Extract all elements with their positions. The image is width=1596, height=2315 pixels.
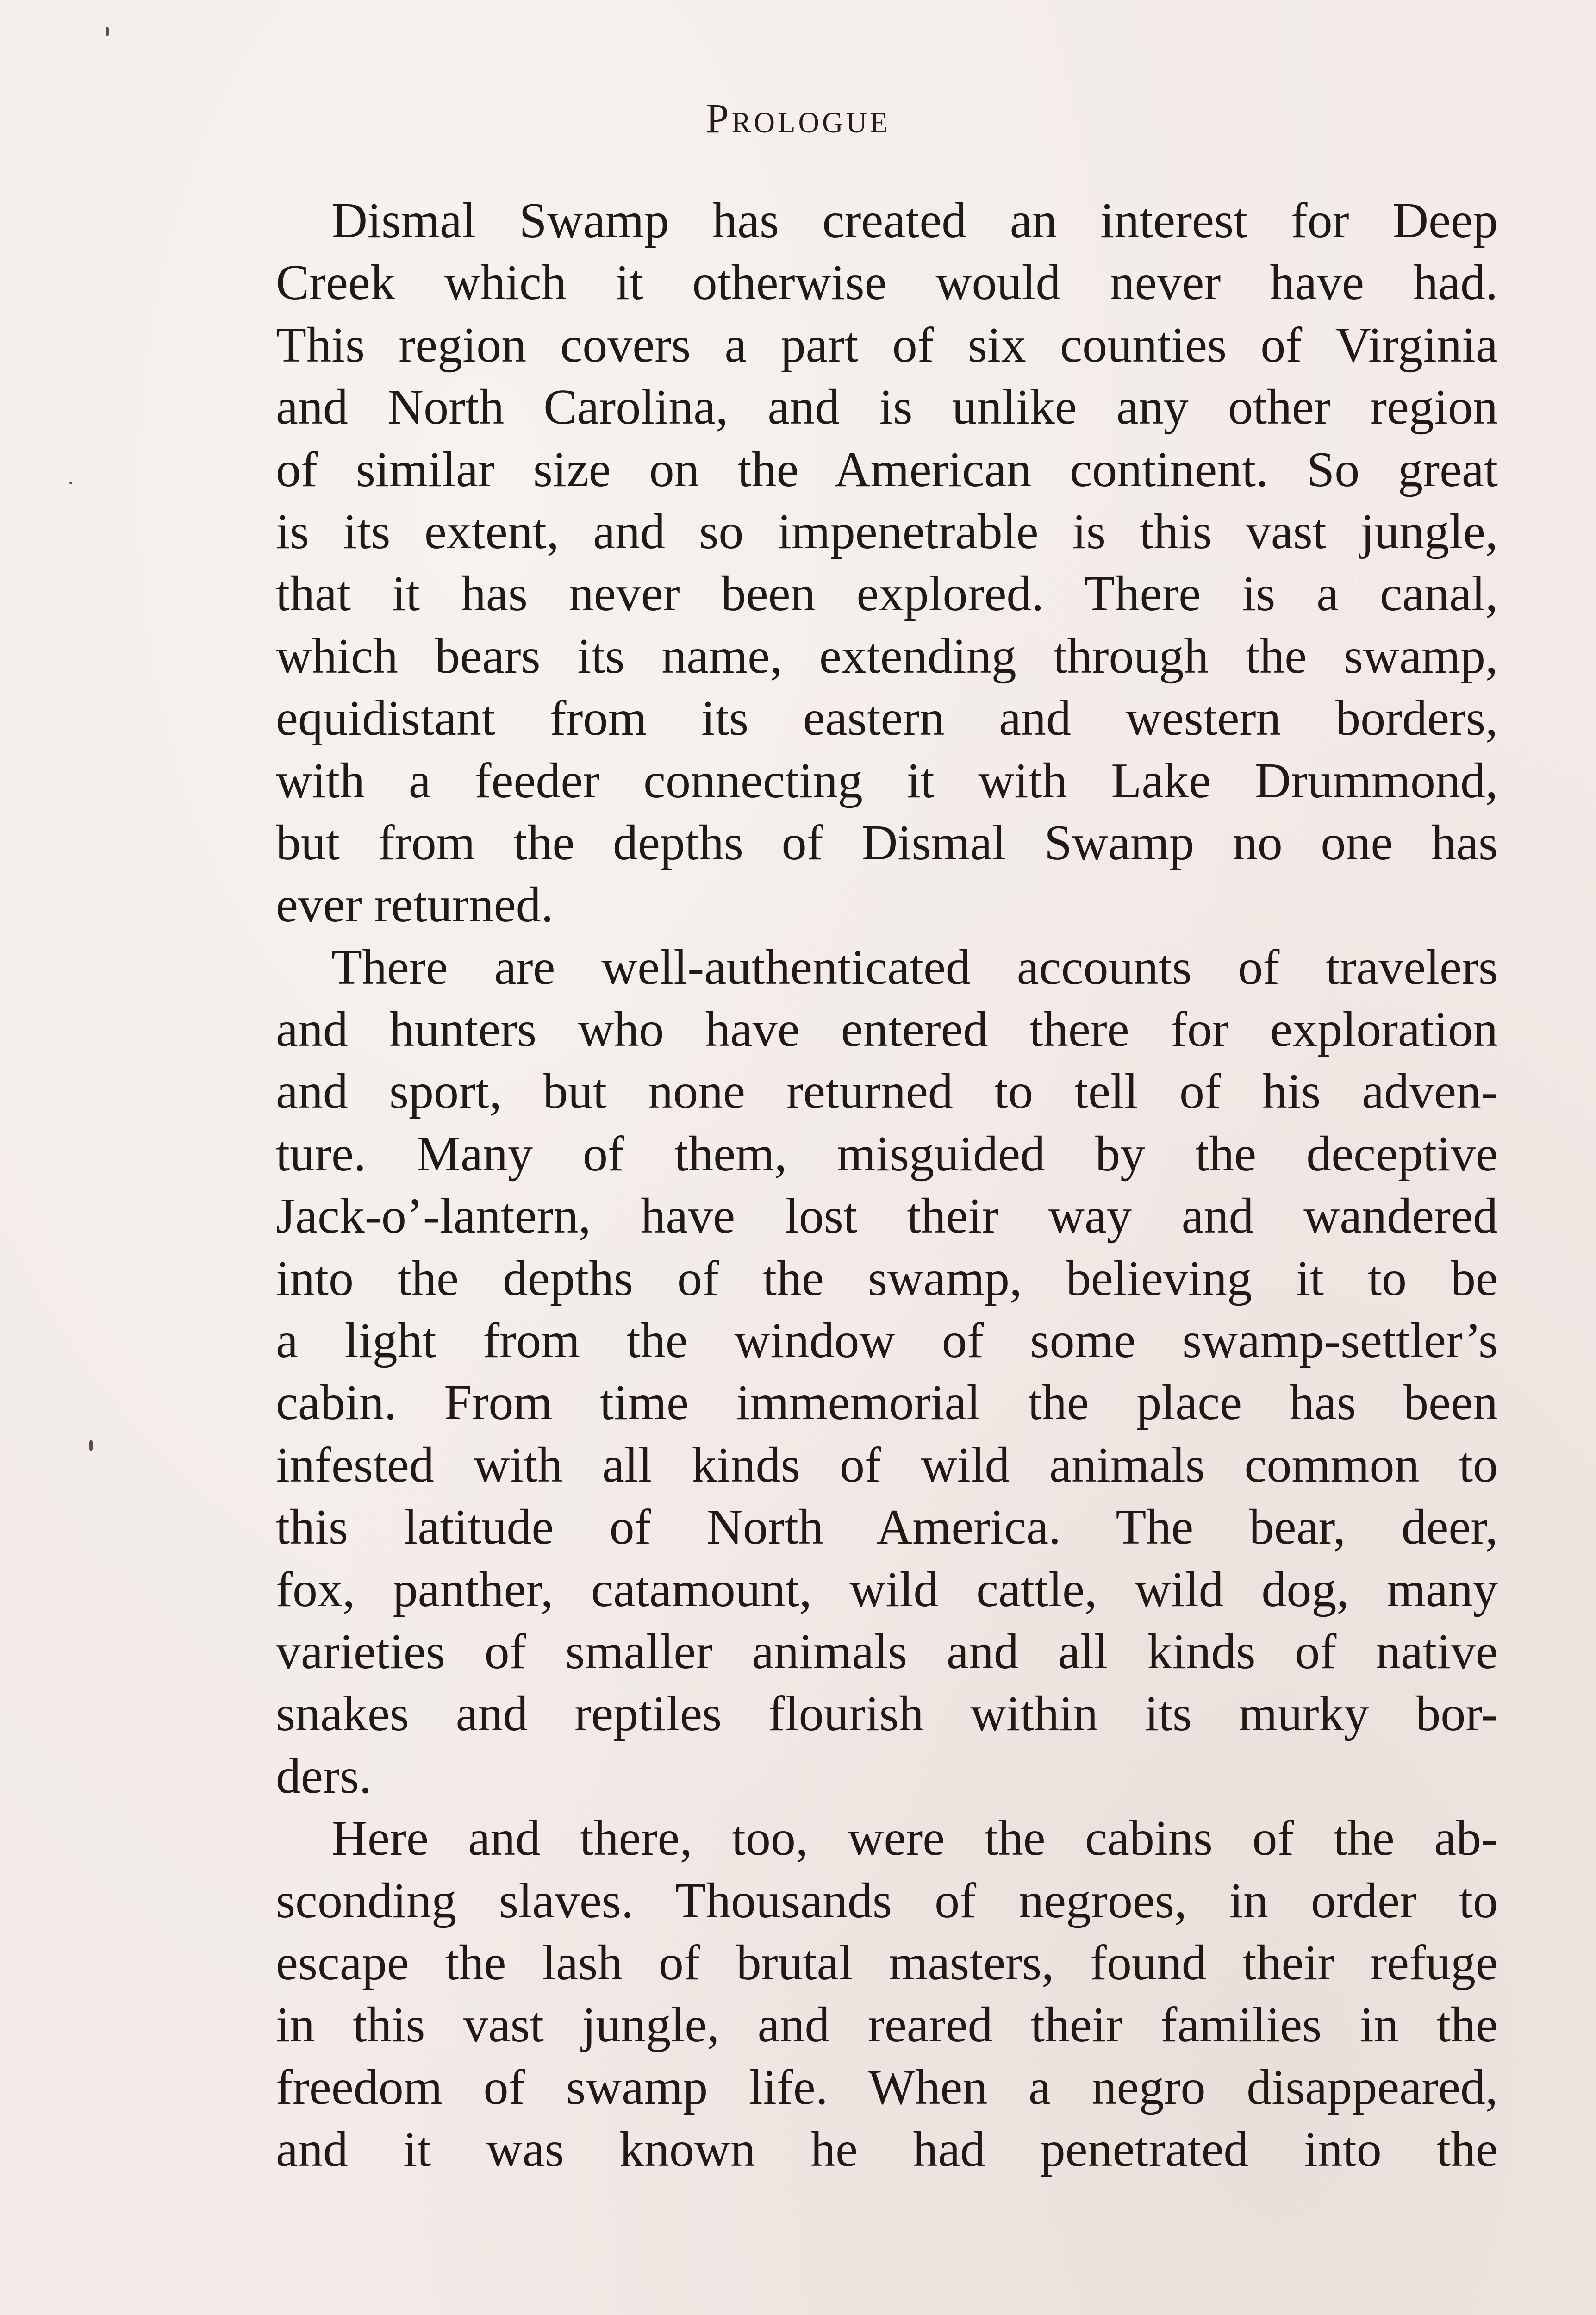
text-line: sconding slaves. Thousands of negroes, in order to [276, 1873, 1498, 1928]
text-line: and it was known he had penetrated into the [276, 2122, 1498, 2177]
text-line: Here and there, too, were the cabins of the ab- [331, 1811, 1498, 1866]
running-head: Prologue [705, 96, 891, 142]
text-line: of similar size on the American continent. So great [276, 442, 1498, 497]
text-line: a light from the window of some swamp-settler’s [276, 1313, 1498, 1369]
text-line: snakes and reptiles flourish within its murky bor- [276, 1686, 1498, 1742]
body-text [276, 190, 1498, 2181]
text-line: fox, panther, catamount, wild cattle, wild dog, many [276, 1562, 1498, 1617]
text-line: ders. [276, 1748, 372, 1804]
text-line: and hunters who have entered there for exploration [276, 1002, 1498, 1057]
text-line: Creek which it otherwise would never have had. [276, 255, 1498, 311]
text-line: in this vast jungle, and reared their families in the [276, 1997, 1498, 2053]
text-line: equidistant from its eastern and western borders, [276, 691, 1498, 746]
text-line: ever returned. [276, 877, 554, 933]
text-line: with a feeder connecting it with Lake Drummond, [276, 753, 1498, 808]
text-line: escape the lash of brutal masters, found their refuge [276, 1935, 1498, 1990]
text-line: There are well-authenticated accounts of travelers [331, 939, 1498, 995]
text-line: cabin. From time immemorial the place has been [276, 1375, 1498, 1431]
text-line: This region covers a part of six counties of Virginia [276, 317, 1498, 373]
text-line: Jack-o’-lantern, have lost their way and wandered [276, 1189, 1498, 1244]
text-line: into the depths of the swamp, believing it to be [276, 1251, 1498, 1306]
paper-speck [106, 27, 109, 36]
text-line: Dismal Swamp has created an interest for Deep [331, 193, 1498, 248]
text-line: and North Carolina, and is unlike any other region [276, 380, 1498, 435]
text-line: freedom of swamp life. When a negro disappeared, [276, 2059, 1498, 2115]
paper-speck [89, 1440, 93, 1451]
text-line: varieties of smaller animals and all kinds of native [276, 1624, 1498, 1679]
text-line: infested with all kinds of wild animals common to [276, 1437, 1498, 1493]
text-line: but from the depths of Dismal Swamp no one has [276, 815, 1498, 870]
text-line: ture. Many of them, misguided by the deceptive [276, 1126, 1498, 1182]
text-line: is its extent, and so impenetrable is this vast jungle, [276, 504, 1498, 559]
text-line: which bears its name, extending through the swamp, [276, 628, 1498, 684]
text-line: and sport, but none returned to tell of his adven- [276, 1064, 1498, 1120]
text-line: this latitude of North America. The bear, deer, [276, 1500, 1498, 1555]
paper-speck [69, 482, 72, 484]
text-line: that it has never been explored. There is a canal, [276, 566, 1498, 622]
